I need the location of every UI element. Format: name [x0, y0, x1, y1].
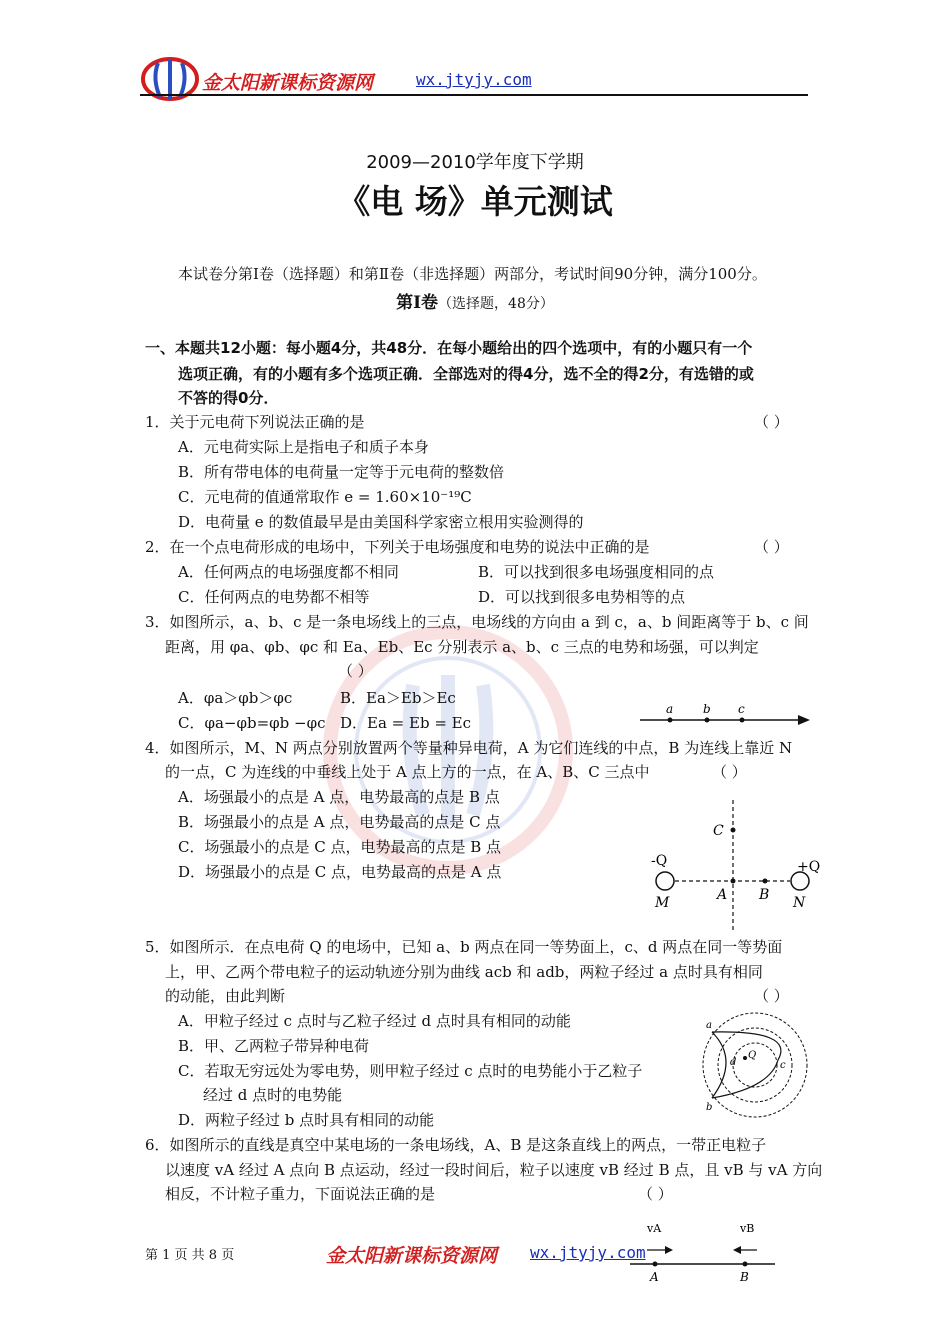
q4-stem-line: 的一点，C 为连线的中垂线上处于 A 点上方的一点，在 A、B、C 三点中 [165, 763, 650, 781]
q1-answer-slot: （ ） [754, 413, 789, 431]
instruction-line: 一、本题共12小题：每小题4分，共48分．在每小题给出的四个选项中，有的小题只有一个 [145, 339, 753, 357]
q5-option-c: C．若取无穷远处为零电势，则甲粒子经过 c 点时的电势能小于乙粒子 [178, 1062, 643, 1080]
label-b: B [759, 887, 770, 903]
q2-option-b: B．可以找到很多电场强度相同的点 [478, 563, 715, 581]
q6-field-line-figure [625, 1218, 785, 1286]
q1-option-a: A．元电荷实际上是指电子和质子本身 [178, 438, 429, 456]
q2-stem: 2．在一个点电荷形成的电场中，下列关于电场强度和电势的说法中正确的是 [145, 538, 650, 556]
q5-option-b: B．甲、乙两粒子带异种电荷 [178, 1037, 370, 1055]
label-a: A [717, 887, 728, 903]
q3-option-a: A．φa＞φb＞φc [178, 689, 293, 707]
arrow-right-icon [665, 1246, 673, 1254]
point-a [653, 1262, 658, 1267]
header-rule [140, 94, 808, 96]
point-a [668, 718, 673, 723]
label-c: C [713, 823, 724, 839]
q3-answer-slot: （ ） [338, 662, 373, 680]
label-c: c [738, 702, 745, 716]
q3-option-c: C．φa−φb=φb −φc [178, 714, 326, 732]
q4-charges-figure [645, 795, 830, 935]
q2-option-c: C．任何两点的电势都不相等 [178, 588, 370, 606]
section-heading [0, 288, 950, 313]
label-m: M [655, 895, 670, 911]
q4-option-a: A．场强最小的点是 A 点，电势最高的点是 B 点 [178, 788, 500, 806]
trajectory-adb [712, 1032, 726, 1098]
q5-stem-line: 的动能，由此判断 [165, 987, 286, 1005]
instruction-line: 选项正确，有的小题有多个选项正确．全部选对的得4分，选不全的得2分，有选错的或 [178, 365, 754, 383]
label-vb: vB [740, 1222, 755, 1235]
point-b [743, 1262, 748, 1267]
point-b [763, 879, 768, 884]
q1-stem: 1．关于元电荷下列说法正确的是 [145, 413, 365, 431]
q5-answer-slot: （ ） [754, 987, 789, 1005]
label-pos-q: +Q [797, 859, 821, 875]
q6-answer-slot: （ ） [638, 1185, 673, 1203]
q6-stem-line: 以速度 vA 经过 A 点向 B 点运动，经过一段时间后，粒子以速度 vB 经过 B 点，且 vB 与 vA 方向 [165, 1161, 823, 1179]
point-c [740, 718, 745, 723]
page-number: 第 1 页 共 8 页 [145, 1248, 235, 1263]
label-a: a [706, 1020, 712, 1031]
q3-field-line-figure [635, 700, 815, 730]
q5-equipotential-figure [700, 1010, 810, 1120]
label-neg-q: -Q [651, 853, 668, 869]
q5-option-c-cont: 经过 d 点时的电势能 [203, 1086, 343, 1104]
charge-m [656, 872, 674, 890]
q5-stem-line: 上，甲、乙两个带电粒子的运动轨迹分别为曲线 acb 和 adb，两粒子经过 a 点时具有相同 [165, 963, 763, 981]
q4-answer-slot: （ ） [712, 763, 747, 781]
q6-stem-line: 6．如图所示的直线是真空中某电场的一条电场线，A、B 是这条直线上的两点，一带正电粒子 [145, 1136, 767, 1154]
trajectory-acb [712, 1032, 781, 1098]
q4-stem-line: 4．如图所示，M、N 两点分别放置两个等量种异电荷，A 为它们连线的中点，B 为连线上靠近 N [145, 739, 793, 757]
arrow-icon [798, 715, 810, 725]
year-title: 2009—2010学年度下学期 [366, 152, 584, 173]
q3-stem-line: 距离，用 φa、φb、φc 和 Ea、Eb、Ec 分别表示 a、b、c 三点的电势和场强，可以判定 [165, 638, 759, 656]
header-url[interactable]: wx.jtyjy.com [416, 70, 532, 89]
point-b [705, 718, 710, 723]
footer-brand: 金太阳新课标资源网 [326, 1245, 498, 1267]
q2-answer-slot: （ ） [754, 538, 789, 556]
q6-stem-line: 相反，不计粒子重力，下面说法正确的是 [165, 1185, 436, 1203]
footer-url[interactable]: wx.jtyjy.com [530, 1243, 646, 1262]
q4-option-d: D．场强最小的点是 C 点，电势最高的点是 A 点 [178, 863, 502, 881]
q4-option-c: C．场强最小的点是 C 点，电势最高的点是 B 点 [178, 838, 502, 856]
label-q: Q [748, 1050, 757, 1061]
q1-option-c: C．元电荷的值通常取作 e = 1.60×10⁻¹⁹C [178, 488, 472, 506]
q2-option-d: D．可以找到很多电势相等的点 [478, 588, 686, 606]
q3-stem-line: 3．如图所示，a、b、c 是一条电场线上的三点，电场线的方向由 a 到 c，a、b 间距离等于 b、c 间 [145, 613, 809, 631]
q1-option-d: D．电荷量 e 的数值最早是由美国科学家密立根用实验测得的 [178, 513, 584, 531]
q4-option-b: B．场强最小的点是 A 点，电势最高的点是 C 点 [178, 813, 501, 831]
section-label: 第Ⅰ卷 [396, 293, 439, 313]
q3-option-d: D．Ea = Eb = Ec [340, 714, 472, 732]
label-a: A [650, 1270, 659, 1284]
label-n: N [793, 895, 806, 911]
point-c [731, 828, 736, 833]
point-a [731, 879, 736, 884]
label-b: B [740, 1270, 749, 1284]
q5-option-d: D．两粒子经过 b 点时具有相同的动能 [178, 1111, 435, 1129]
label-c: c [780, 1060, 786, 1071]
section-note: （选择题，48分） [438, 296, 554, 312]
q1-option-b: B．所有带电体的电荷量一定等于元电荷的整数倍 [178, 463, 505, 481]
q5-stem-line: 5．如图所示．在点电荷 Q 的电场中，已知 a、b 两点在同一等势面上，c、d 两点在同一等势面 [145, 938, 783, 956]
outer-equipotential [703, 1013, 807, 1117]
instruction-line: 不答的得0分． [178, 389, 279, 407]
arrow-left-icon [733, 1246, 741, 1254]
page-title: 《电 场》单元测试 [337, 182, 613, 221]
label-va: vA [647, 1222, 662, 1235]
q2-option-a: A．任何两点的电场强度都不相同 [178, 563, 399, 581]
label-b: b [703, 702, 711, 716]
q5-option-a: A．甲粒子经过 c 点时与乙粒子经过 d 点时具有相同的动能 [178, 1012, 571, 1030]
charge-q [743, 1056, 747, 1060]
label-d: d [730, 1057, 737, 1068]
q3-option-b: B．Ea＞Eb＞Ec [340, 689, 456, 707]
intro-text: 本试卷分第Ⅰ卷（选择题）和第Ⅱ卷（非选择题）两部分，考试时间90分钟，满分100分。 [178, 265, 767, 283]
label-b: b [706, 1102, 713, 1113]
label-a: a [666, 702, 674, 716]
header-brand: 金太阳新课标资源网 [202, 72, 374, 94]
